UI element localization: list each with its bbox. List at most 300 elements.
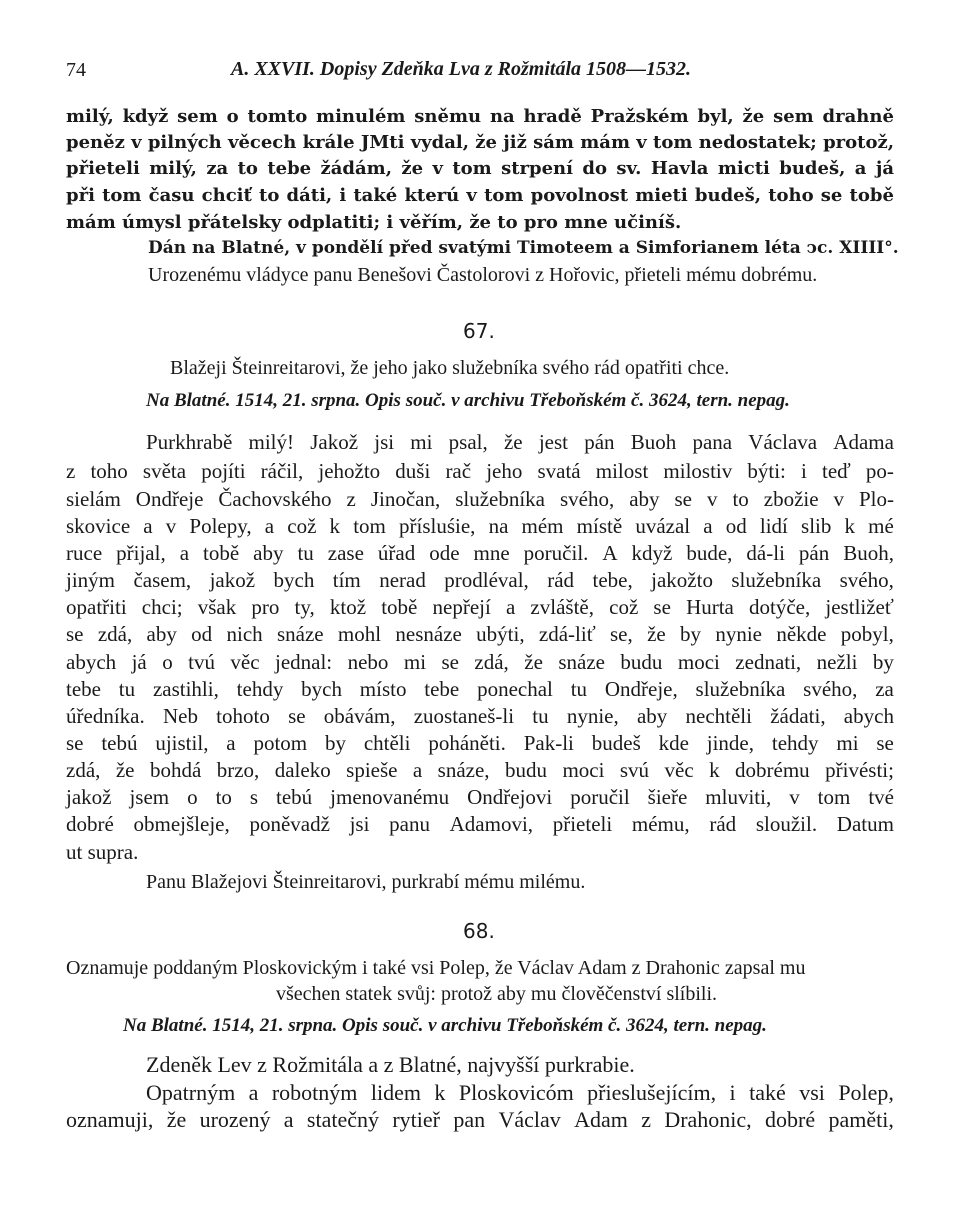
word: psal, [448, 430, 488, 454]
word: Hurta [686, 595, 734, 619]
word: mieti [635, 185, 688, 206]
word: pobyl, [840, 622, 894, 646]
word: pojíti [201, 459, 246, 483]
word: se [674, 487, 692, 511]
word: Havla [650, 158, 709, 179]
word: ponechal [477, 677, 553, 701]
letter-summary: všechen statek svůj: protož aby mu člověčenství slíbili. [276, 983, 718, 1005]
text-line [66, 1109, 894, 1131]
word: tebú [276, 785, 313, 809]
word: mám [580, 132, 630, 153]
word: by [872, 650, 894, 674]
word: a [854, 158, 867, 179]
word: rád [709, 812, 737, 836]
word: tohoto [216, 704, 270, 728]
word: dá-li [746, 541, 785, 565]
word: mne [473, 541, 510, 565]
word: tu [297, 541, 314, 565]
word: JMti [360, 132, 405, 153]
word: Buoh [630, 430, 677, 454]
word: rád [547, 568, 575, 592]
date-line: Dán na Blatné, v pondělí před svatými Timoteem a Simforianem léta ͻc. XIIII°. [148, 238, 899, 258]
word: dobré [66, 812, 114, 836]
word: budu [620, 650, 663, 674]
page-number: 74 [66, 59, 86, 81]
word: hradě [523, 106, 582, 127]
word: šieře [647, 785, 688, 809]
word: se [288, 704, 306, 728]
word: s [249, 785, 259, 809]
word: o [162, 650, 173, 674]
word: jednal: [275, 650, 333, 674]
word: nedostatek; [698, 132, 817, 153]
word: po- [865, 459, 894, 483]
word: od [191, 622, 213, 646]
word: zednati, [735, 650, 802, 674]
word: Jinočan, [370, 487, 441, 511]
word: aby [253, 541, 284, 565]
address-line: Panu Blažejovi Šteinreitarovi, purkrabí mému milému. [146, 871, 586, 893]
word: mému, [631, 812, 690, 836]
word: zase [327, 541, 364, 565]
word: uvázal [635, 514, 691, 538]
word: i [339, 185, 347, 206]
text-line [66, 597, 894, 618]
word: tehdy [236, 677, 284, 701]
word: svého, [839, 568, 894, 592]
word: že [503, 430, 523, 454]
word: jakož [66, 785, 112, 809]
word: dobré [765, 1107, 816, 1132]
word: žádám, [320, 158, 392, 179]
text-line [146, 432, 894, 453]
word: v [165, 514, 177, 538]
word: mi [410, 430, 433, 454]
word: bude, [686, 541, 733, 565]
word: na [488, 514, 509, 538]
word: také [749, 1080, 786, 1105]
text-line [66, 733, 894, 754]
word: sloužil. [755, 812, 818, 836]
word: když [122, 106, 169, 127]
word: urozený [199, 1107, 271, 1132]
word: chci; [141, 595, 183, 619]
word: Polep, [838, 1080, 894, 1105]
word: za [875, 677, 894, 701]
word: zdá, [66, 758, 101, 782]
word: by [324, 731, 346, 755]
word: mohl [337, 622, 382, 646]
word: jakožto [651, 568, 713, 592]
word: aby [146, 622, 177, 646]
text-line [66, 461, 894, 482]
word: prodléval, [444, 568, 529, 592]
word: v [636, 132, 647, 153]
word: milý, [149, 158, 197, 179]
word: snáze, [437, 758, 490, 782]
word: nesnáze [395, 622, 462, 646]
word: z [641, 1107, 651, 1132]
word: ruce [66, 541, 103, 565]
word: tobě [381, 595, 418, 619]
text-line [66, 760, 894, 781]
word: mém [521, 514, 564, 538]
word: A [602, 541, 618, 565]
word: budeš, [694, 185, 762, 206]
word: služebníka [695, 677, 786, 701]
word: Adamovi, [449, 812, 534, 836]
word: tu [570, 677, 588, 701]
word: ode [429, 541, 460, 565]
word: v [833, 487, 845, 511]
word: Drahonic, [664, 1107, 752, 1132]
word: milost [595, 459, 649, 483]
word: jestližeť [825, 595, 894, 619]
word: a [179, 541, 190, 565]
word: pan [453, 1107, 486, 1132]
word: sněmu [414, 106, 482, 127]
word: toho [768, 185, 814, 206]
word: zdá, [474, 650, 509, 674]
word: tebe [267, 158, 312, 179]
word: sem [177, 106, 218, 127]
word: dáti, [286, 185, 333, 206]
word: mi [403, 650, 427, 674]
word: zastihli, [152, 677, 219, 701]
text-line [66, 706, 894, 727]
word: úřad [377, 541, 416, 565]
word: služebníka [455, 487, 546, 511]
sender-line: Zdeněk Lev z Rožmitála a z Blatné, najvyšší purkrabie. [146, 1052, 635, 1077]
word: to [215, 785, 232, 809]
word: Ondřeje [135, 487, 204, 511]
word: místě [576, 514, 623, 538]
word: krále [302, 132, 355, 153]
word: vsi [799, 1080, 825, 1105]
word: rytieř [392, 1107, 440, 1132]
word: do [582, 158, 607, 179]
word: Ondřejovi [467, 785, 553, 809]
word: spieše [346, 758, 398, 782]
word: jmenovanému [330, 785, 450, 809]
word: přieteli [552, 812, 613, 836]
word: Ploskovicóm [458, 1080, 574, 1105]
word: světa [142, 459, 187, 483]
word: poháněti. [428, 731, 506, 755]
word: kde [658, 731, 689, 755]
word: jiným [66, 568, 116, 592]
text-line [66, 516, 894, 537]
word: se [876, 731, 894, 755]
word: v [706, 487, 718, 511]
word: přieslušejícím, [587, 1080, 717, 1105]
word: bych [301, 677, 342, 701]
text-line [66, 187, 894, 205]
word: tom [817, 785, 851, 809]
word: to [237, 158, 258, 179]
word: abych [843, 704, 894, 728]
word: snáze [558, 650, 605, 674]
word: budeš, [779, 158, 846, 179]
word: budu [505, 758, 547, 782]
text-line: mám úmysl přátelsky odplatiti; i věřím, že to pro mne učiníš. [66, 212, 682, 233]
word: budeš [591, 731, 641, 755]
word: věcech [227, 132, 297, 153]
word: ubýti, [476, 622, 525, 646]
word: jest [538, 430, 568, 454]
word: poručil. [523, 541, 589, 565]
word: tom [653, 132, 693, 153]
word: sám [533, 132, 574, 153]
text-line [66, 652, 894, 673]
word: tehdy [771, 731, 819, 755]
word: oznamuji, [66, 1107, 154, 1132]
word: tobě [203, 541, 240, 565]
word: jehožto [318, 459, 381, 483]
text-line: ut supra. [66, 840, 139, 864]
word: já [131, 650, 147, 674]
text-line [146, 1082, 894, 1104]
word: k [844, 514, 855, 538]
word: to [259, 185, 280, 206]
word: nerad [379, 568, 426, 592]
word: tebú [101, 731, 138, 755]
source-note: Na Blatné. 1514, 21. srpna. Opis souč. v archivu Třeboňském č. 3624, tern. nepag. [123, 1015, 767, 1036]
word: a [703, 514, 713, 538]
word: bohdá [149, 758, 202, 782]
word: poručil [570, 785, 630, 809]
word: pán [584, 430, 615, 454]
word: Plo- [858, 487, 894, 511]
text-line [66, 543, 894, 564]
word: že [524, 650, 543, 674]
word: protož, [823, 132, 894, 153]
word: to [732, 487, 749, 511]
word: pilných [147, 132, 222, 153]
word: ujistil, [155, 731, 209, 755]
text-line [66, 160, 894, 178]
word: Jakož [310, 430, 359, 454]
word: Pak-li [523, 731, 574, 755]
word: rač [445, 459, 472, 483]
word: se, [610, 622, 633, 646]
word: žádati, [770, 704, 826, 728]
word: strpení [501, 158, 573, 179]
word: k [329, 514, 341, 538]
word: a [226, 731, 236, 755]
word: za [206, 158, 229, 179]
letter-number: 67. [463, 319, 495, 343]
word: i [801, 459, 807, 483]
word: k [434, 1080, 446, 1105]
word: toho [90, 459, 128, 483]
word: slib [801, 514, 832, 538]
word: potom [253, 731, 308, 755]
word: robotným [271, 1080, 358, 1105]
word: jeho [486, 459, 523, 483]
word: aby [629, 487, 660, 511]
word: tebe [66, 677, 101, 701]
word: aby [636, 704, 668, 728]
word: k [709, 758, 720, 782]
word: také [353, 185, 398, 206]
word: tebe, [592, 568, 633, 592]
word: poněvadž [249, 812, 330, 836]
word: lidem [370, 1080, 421, 1105]
word: přivésti; [825, 758, 894, 782]
word: věc [664, 758, 694, 782]
word: v [131, 132, 142, 153]
word: svého, [559, 487, 615, 511]
word: přísluśie, [399, 514, 476, 538]
word: že [115, 758, 135, 782]
word: a [248, 1080, 259, 1105]
word: panu [389, 812, 430, 836]
word: se [653, 595, 671, 619]
word: milostiv [663, 459, 733, 483]
word: a [143, 514, 153, 538]
word: tom [102, 185, 142, 206]
word: se [441, 650, 459, 674]
word: by [680, 622, 702, 646]
word: z [346, 487, 356, 511]
running-title: A. XXVII. Dopisy Zdeňka Lva z Rožmitála 1508—1532. [231, 58, 692, 80]
text-line [66, 489, 894, 510]
word: což [609, 595, 639, 619]
word: Datum [836, 812, 894, 836]
word: se [66, 622, 84, 646]
word: od [725, 514, 747, 538]
word: někde [776, 622, 827, 646]
word: Opatrným [146, 1080, 236, 1105]
word: služebníka [731, 568, 822, 592]
word: času [148, 185, 195, 206]
word: tu [118, 677, 136, 701]
word: Václav [498, 1107, 561, 1132]
word: nepřejí [432, 595, 491, 619]
word: dobrému [735, 758, 810, 782]
word: nich [226, 622, 263, 646]
word: i [729, 1080, 736, 1105]
word: tím [332, 568, 361, 592]
word: v [789, 785, 800, 809]
word: a [505, 595, 516, 619]
word: Adama [833, 430, 894, 454]
word: a [283, 1107, 294, 1132]
word: kterú [404, 185, 460, 206]
text-line [66, 624, 894, 645]
text-line [66, 570, 894, 591]
word: časem, [133, 568, 192, 592]
letter-summary: Blažeji Šteinreitarovi, že jeho jako služebníka svého rád opatřiti chce. [170, 357, 730, 379]
word: při [66, 185, 95, 206]
word: teď [822, 459, 851, 483]
word: když [631, 541, 673, 565]
word: drahně [822, 106, 894, 127]
word: tebe [424, 677, 460, 701]
word: což [287, 514, 317, 538]
word: chciť [201, 185, 252, 206]
word: že [166, 1107, 187, 1132]
word: přieteli [66, 158, 140, 179]
word: ráčil, [260, 459, 304, 483]
word: Václava [748, 430, 818, 454]
word: svého, [803, 677, 858, 701]
word: vydal, [410, 132, 469, 153]
word: Purkhrabě [146, 430, 233, 454]
word: že [401, 158, 424, 179]
word: jinde, [706, 731, 755, 755]
word: pro [251, 595, 280, 619]
source-note: Na Blatné. 1514, 21. srpna. Opis souč. v archivu Třeboňském č. 3624, tern. nepag. [146, 390, 790, 411]
text-line [66, 787, 894, 808]
text-line [66, 814, 894, 835]
word: zbožie [763, 487, 819, 511]
word: Ondřeje, [604, 677, 678, 701]
word: o [226, 106, 239, 127]
word: že [647, 622, 666, 646]
word: svatá [537, 459, 581, 483]
letter-summary: Oznamuje poddaným Ploskovickým i také vsi Polep, že Václav Adam z Drahonic zapsal mu [66, 957, 806, 979]
word: micti [717, 158, 770, 179]
word: Adam [574, 1107, 628, 1132]
word: brzo, [216, 758, 260, 782]
letter-number: 68. [463, 919, 495, 943]
word: ty, [294, 595, 315, 619]
word: mluviti, [705, 785, 772, 809]
word: nechtěli [685, 704, 752, 728]
word: abych [66, 650, 117, 674]
word: zdá, [97, 622, 133, 646]
word: ktož [329, 595, 367, 619]
word: jsi [349, 812, 370, 836]
word: chtěli [363, 731, 411, 755]
word: Pražském [590, 106, 689, 127]
word: že [475, 132, 497, 153]
word: přijal, [116, 541, 166, 565]
word: z [66, 459, 76, 483]
word: Čachovského [218, 487, 332, 511]
word: na [489, 106, 515, 127]
word: jakož [209, 568, 256, 592]
word: zvláště, [530, 595, 594, 619]
word: svú [619, 758, 650, 782]
word: duši [395, 459, 431, 483]
text-line [66, 134, 894, 152]
word: a [264, 514, 275, 538]
word: paměti, [828, 1107, 894, 1132]
word: že [742, 106, 765, 127]
word: moci [677, 650, 720, 674]
word: tobě [849, 185, 894, 206]
word: tom [353, 514, 386, 538]
word: dotýče, [749, 595, 811, 619]
word: jsi [374, 430, 395, 454]
word: tomto [247, 106, 308, 127]
word: nynie, [566, 704, 619, 728]
word: lidí [759, 514, 788, 538]
word: a [412, 758, 423, 782]
word: statečný [306, 1107, 379, 1132]
word: skovice [66, 514, 131, 538]
word: pán [798, 541, 830, 565]
word: místo [359, 677, 407, 701]
word: Buoh, [843, 541, 894, 565]
word: daleko [274, 758, 331, 782]
word: milý! [248, 430, 295, 454]
word: tom [452, 158, 492, 179]
word: věc [230, 650, 260, 674]
